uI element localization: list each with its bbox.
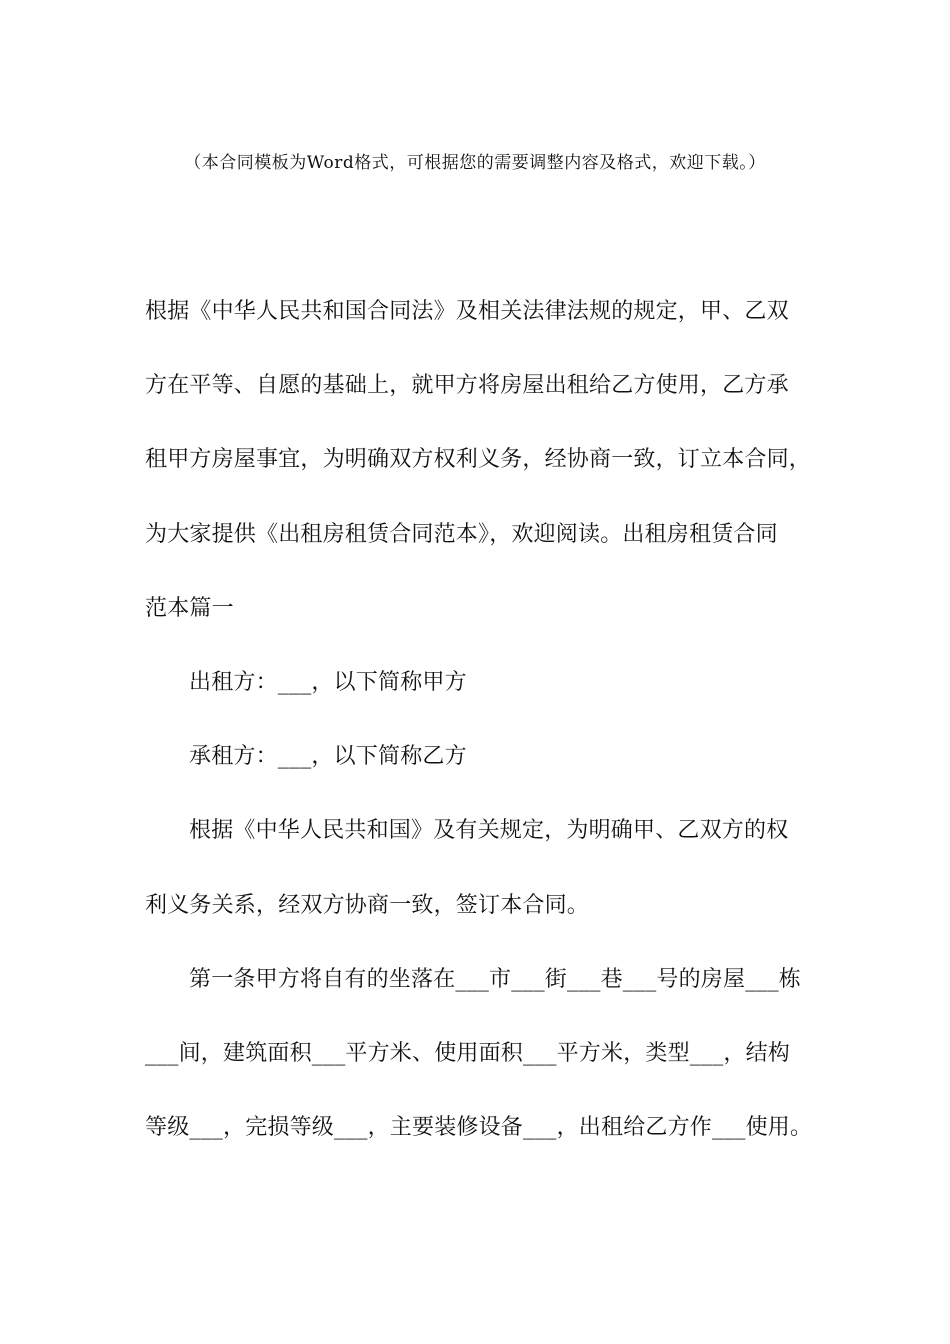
paragraph-line: 利义务关系，经双方协商一致，签订本合同。 [145, 892, 590, 918]
paragraph-line: 根据《中华人民共和国合同法》及相关法律法规的规定，甲、乙双 [145, 299, 789, 324]
paragraph-line: ___间，建筑面积___平方米、使用面积___平方米，类型___，结构 [145, 1040, 791, 1066]
template-note: （本合同模板为Word格式，可根据您的需要调整内容及格式，欢迎下载。） [184, 153, 766, 173]
paragraph-line: 为大家提供《出租房租赁合同范本》，欢迎阅读。出租房租赁合同 [145, 521, 778, 547]
contract-body [145, 292, 813, 1182]
article-one-line: 第一条甲方将自有的坐落在___市___街___巷___号的房屋___栋 [189, 966, 802, 992]
paragraph-line: 租甲方房屋事宜，为明确双方权利义务，经协商一致，订立本合同， [145, 447, 812, 473]
paragraph-line: 方在平等、自愿的基础上，就甲方将房屋出租给乙方使用，乙方承 [145, 373, 789, 399]
lessee-line: 承租方：___，以下简称乙方 [189, 744, 467, 770]
paragraph-line: 等级___，完损等级___，主要装修设备___，出租给乙方作___使用。 [145, 1115, 813, 1141]
paragraph-line: 范本篇一 [145, 595, 234, 621]
paragraph-line: 根据《中华人民共和国》及有关规定，为明确甲、乙双方的权 [189, 818, 789, 844]
lessor-line: 出租方：___，以下简称甲方 [189, 669, 467, 695]
